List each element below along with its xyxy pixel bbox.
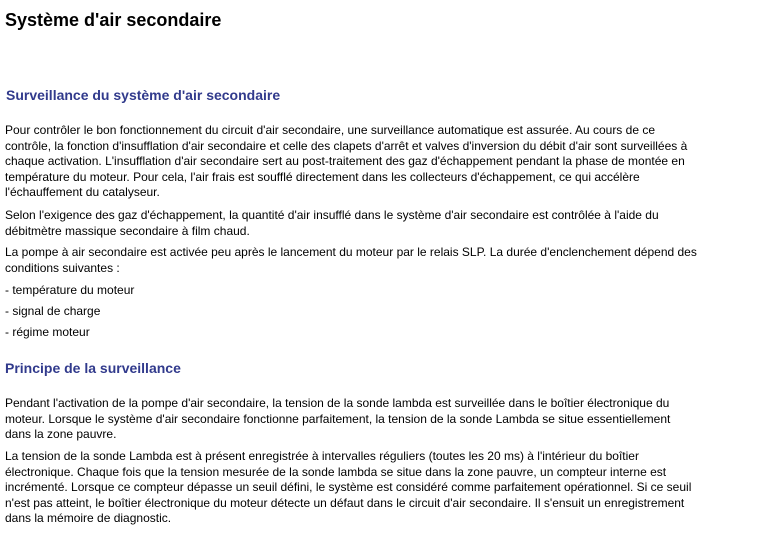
paragraph-line: Selon l'exigence des gaz d'échappement, la quantité d'air insufflé dans le système d'air secondaire est contrôlée à l'aide du (5, 208, 659, 222)
paragraph-line: dans la mémoire de diagnostic. (5, 511, 172, 526)
principle-paragraph (5, 396, 757, 443)
paragraph-line: Pendant l'activation de la pompe d'air secondaire, la tension de la sonde lambda est surveillée dans le boîtier électronique du (5, 396, 670, 410)
paragraph-line: température du moteur. Pour cela, l'air frais est soufflé directement dans les collecteurs d'échappement, ce qui accélère (5, 169, 640, 184)
paragraph-line: n'est pas atteint, le boîtier électronique du moteur détecte un défaut dans le circuit d'air secondaire. Il s'ensuit un enregistrement (5, 495, 685, 510)
paragraph-line: débitmètre massique secondaire à film chaud. (5, 223, 250, 238)
paragraph-line: chaque activation. L'insufflation d'air secondaire sert au post-traitement des gaz d'échappement pendant la phase de montée en (5, 154, 685, 169)
paragraph-line: dans la zone pauvre. (5, 427, 117, 442)
page-title: Système d'air secondaire (5, 10, 222, 30)
paragraph-line: La pompe à air secondaire est activée peu après le lancement du moteur par le relais SLP. La durée d'enclenchement dépend des (5, 245, 697, 259)
paragraph-line: contrôle, la fonction d'insufflation d'air secondaire et celle des clapets d'arrêt et valves d'inversion du débit d'air sont surveillées à (5, 138, 688, 153)
section-heading-surveillance: Surveillance du système d'air secondaire (6, 87, 281, 103)
paragraph-line: Pour contrôler le bon fonctionnement du circuit d'air secondaire, une surveillance automatique est assurée. Au cours de ce (5, 123, 655, 137)
paragraph-line: incrémenté. Lorsque ce compteur dépasse un seuil défini, le système est considéré comme parfaitement opérationnel. Si ce seuil (5, 480, 692, 495)
condition-item: - régime moteur (5, 325, 90, 339)
paragraph-line: moteur. Lorsque le système d'air secondaire fonctionne parfaitement, la tension de la sonde Lambda se situe essentiellement (5, 411, 671, 426)
paragraph-line: conditions suivantes : (5, 260, 120, 275)
section-heading-principe: Principe de la surveillance (5, 360, 181, 376)
pump-activation-paragraph (5, 245, 757, 276)
paragraph-line: l'échauffement du catalyseur. (5, 185, 160, 200)
intro-paragraph (5, 123, 757, 201)
airflow-paragraph (5, 208, 757, 239)
condition-item: - signal de charge (5, 304, 101, 318)
condition-item: - température du moteur (5, 283, 135, 297)
counter-paragraph (5, 449, 757, 527)
paragraph-line: électronique. Chaque fois que la tension mesurée de la sonde lambda se situe dans la zone pauvre, un compteur interne est (5, 464, 667, 479)
paragraph-line: La tension de la sonde Lambda est à présent enregistrée à intervalles réguliers (toutes les 20 ms) à l'intérieur du boîtier (5, 449, 639, 463)
